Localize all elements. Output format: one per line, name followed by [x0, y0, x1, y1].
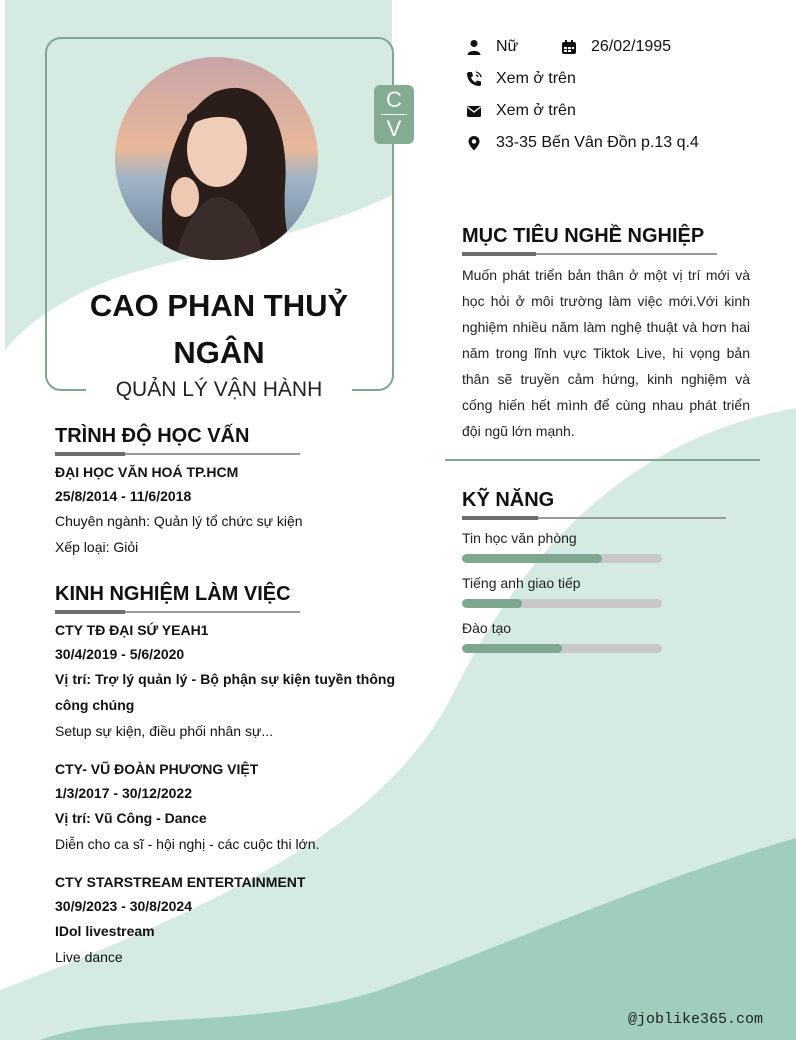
- name-line-2: NGÂN: [173, 335, 265, 370]
- section-divider: [445, 459, 760, 461]
- mail-icon: [466, 103, 482, 119]
- job-description: Live dance: [55, 949, 123, 965]
- education-period: 25/8/2014 - 11/6/2018: [55, 488, 192, 504]
- cv-badge-bottom: V: [386, 116, 402, 141]
- contact-phone: [466, 70, 576, 88]
- birthday-value: 26/02/1995: [591, 38, 672, 55]
- gender-value: Nữ: [496, 38, 519, 55]
- job-position: Vị trí: Trợ lý quản lý - Bộ phận sự kiện tuyền thông: [55, 671, 395, 687]
- watermark-text: @joblike365.com: [628, 1011, 764, 1028]
- cv-badge-divider: [381, 114, 407, 115]
- school-name: ĐẠI HỌC VĂN HOÁ TP.HCM: [55, 464, 239, 480]
- skill-bar: [462, 554, 662, 563]
- cv-badge: [374, 85, 414, 144]
- skill-bar-fill: [462, 599, 522, 608]
- job-description: Setup sự kiện, điều phối nhân sự...: [55, 723, 273, 739]
- education-rule: [55, 453, 300, 455]
- address-value: 33-35 Bến Vân Đồn p.13 q.4: [496, 134, 699, 151]
- job-company: CTY TĐ ĐẠI SỨ YEAH1: [55, 622, 209, 638]
- skill-label: Tiếng anh giao tiếp: [462, 575, 581, 591]
- objective-text: Muốn phát triển bản thân ở một vị trí mới và học hỏi ở môi trường làm việc mới.Với kinh nghiệm nhiều năm làm nghệ thuật và hơn hai năm trong lĩnh vực Tiktok Live, hi vọng bản thân sẽ truyền cảm hứng, kinh nghiệm và cống hiến hết mình để cùng nhau phát triển đội ngũ lớn mạnh.: [462, 267, 750, 439]
- job-description: Diễn cho ca sĩ - hội nghị - các cuộc thi lớn.: [55, 836, 320, 852]
- job-position: IDol livestream: [55, 923, 155, 939]
- calendar-icon: [561, 39, 577, 55]
- job-entry: [55, 761, 395, 856]
- person-icon: [466, 39, 482, 55]
- job-role: QUẢN LÝ VẬN HÀNH: [86, 374, 352, 406]
- job-position-cont: công chúng: [55, 697, 135, 713]
- education-major: Chuyên ngành: Quản lý tổ chức sự kiện: [55, 513, 303, 529]
- job-period: 30/4/2019 - 5/6/2020: [55, 646, 185, 662]
- contact-birthday: [561, 38, 671, 56]
- experience-rule: [55, 611, 300, 613]
- objective-title: MỤC TIÊU NGHỀ NGHIỆP: [462, 225, 705, 247]
- location-pin-icon: [466, 135, 482, 151]
- job-entry: [55, 622, 395, 742]
- skill-bar: [462, 644, 662, 653]
- job-company: CTY- VŨ ĐOÀN PHƯƠNG VIỆT: [55, 761, 259, 777]
- portrait-photo-icon: [115, 57, 318, 260]
- skills-title: KỸ NĂNG: [462, 489, 555, 511]
- skill-bar-fill: [462, 554, 602, 563]
- education-grade: Xếp loại: Giỏi: [55, 539, 139, 555]
- job-entry: [55, 874, 395, 969]
- contact-email: [466, 102, 576, 120]
- full-name: [60, 282, 378, 376]
- cv-badge-top: C: [386, 87, 402, 112]
- name-line-1: CAO PHAN THUỶ: [89, 288, 349, 323]
- skill-bar-fill: [462, 644, 562, 653]
- experience-title: KINH NGHIỆM LÀM VIỆC: [55, 583, 291, 605]
- job-position: Vị trí: Vũ Công - Dance: [55, 810, 207, 826]
- job-period: 30/9/2023 - 30/8/2024: [55, 898, 193, 914]
- skill-label: Tin học văn phòng: [462, 530, 577, 546]
- job-period: 1/3/2017 - 30/12/2022: [55, 785, 193, 801]
- objective-rule: [462, 253, 717, 255]
- skills-rule: [462, 517, 726, 519]
- education-entry: [55, 464, 395, 564]
- email-value: Xem ở trên: [496, 102, 576, 119]
- skill-label: Đào tạo: [462, 620, 512, 636]
- phone-value: Xem ở trên: [496, 70, 576, 87]
- job-company: CTY STARSTREAM ENTERTAINMENT: [55, 874, 306, 890]
- contact-gender: [466, 38, 518, 56]
- profile-photo: [115, 57, 318, 260]
- skill-bar: [462, 599, 662, 608]
- contact-address: [466, 134, 699, 152]
- education-title: TRÌNH ĐỘ HỌC VẤN: [55, 425, 250, 447]
- phone-icon: [466, 71, 482, 87]
